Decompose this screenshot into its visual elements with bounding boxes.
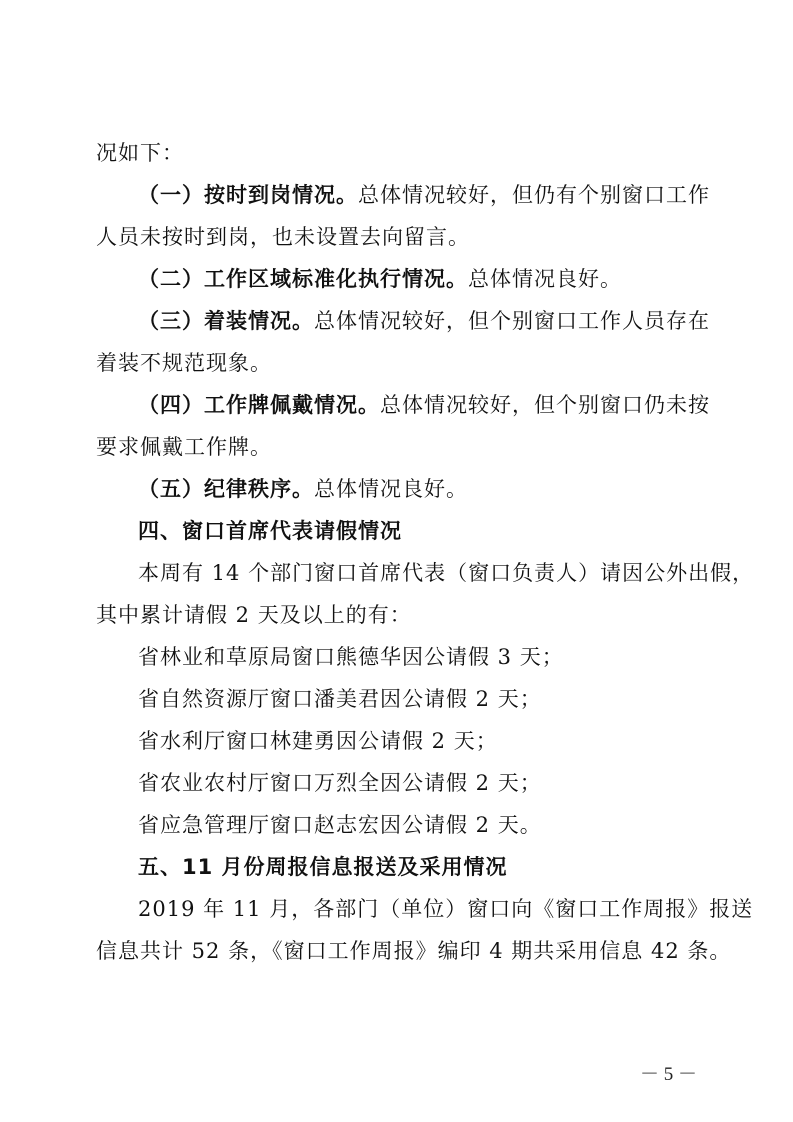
paragraph-text: 况如下： [96,141,184,165]
item-3-text-continued: 着装不规范现象。 [96,351,272,375]
paragraph-continuation [96,138,702,168]
item-2-title: （二）工作区域标准化执行情况。 [138,267,468,291]
leave-item: 省应急管理厅窗口赵志宏因公请假 2 天。 [138,813,542,837]
section-5-heading: 五、11 月份周报信息报送及采用情况 [138,855,508,879]
item-1-title: （一）按时到岗情况。 [138,183,358,207]
item-3-title: （三）着装情况。 [138,309,314,333]
item-4-text: 总体情况较好，但个别窗口仍未按 [380,393,710,417]
leave-item: 省农业农村厅窗口万烈全因公请假 2 天； [138,771,542,795]
item-5-line [138,474,702,504]
leave-item: 省林业和草原局窗口熊德华因公请假 3 天； [138,645,564,669]
item-2-line [138,264,702,294]
section-5-line-2: 信息共计 52 条，《窗口工作周报》编印 4 期共采用信息 42 条。 [96,939,732,963]
leave-item: 省水利厅窗口林建勇因公请假 2 天； [138,729,498,753]
item-5-title: （五）纪律秩序。 [138,477,314,501]
item-4-line-1 [138,390,710,420]
item-1-text: 总体情况较好，但仍有个别窗口工作 [358,183,710,207]
item-4-text-continued: 要求佩戴工作牌。 [96,435,272,459]
item-4-title: （四）工作牌佩戴情况。 [138,393,380,417]
section-5-line-1: 2019 年 11 月，各部门（单位）窗口向《窗口工作周报》报送 [138,897,754,921]
item-3-text: 总体情况较好，但个别窗口工作人员存在 [314,309,710,333]
section-4-line-1: 本周有 14 个部门窗口首席代表（窗口负责人）请因公外出假， [138,561,755,585]
item-5-text: 总体情况良好。 [314,477,468,501]
item-3-line-1 [138,306,710,336]
section-4-heading: 四、窗口首席代表请假情况 [138,519,402,543]
item-1-line-1 [138,180,710,210]
item-2-text: 总体情况良好。 [468,267,622,291]
item-1-text-continued: 人员未按时到岗，也未设置去向留言。 [96,225,470,249]
page-number: － 5 － [640,1064,698,1085]
item-4-line-2 [96,432,702,462]
leave-item: 省自然资源厅窗口潘美君因公请假 2 天； [138,687,542,711]
section-4-line-2: 其中累计请假 2 天及以上的有： [96,603,412,627]
item-1-line-2 [96,222,702,252]
item-3-line-2 [96,348,702,378]
